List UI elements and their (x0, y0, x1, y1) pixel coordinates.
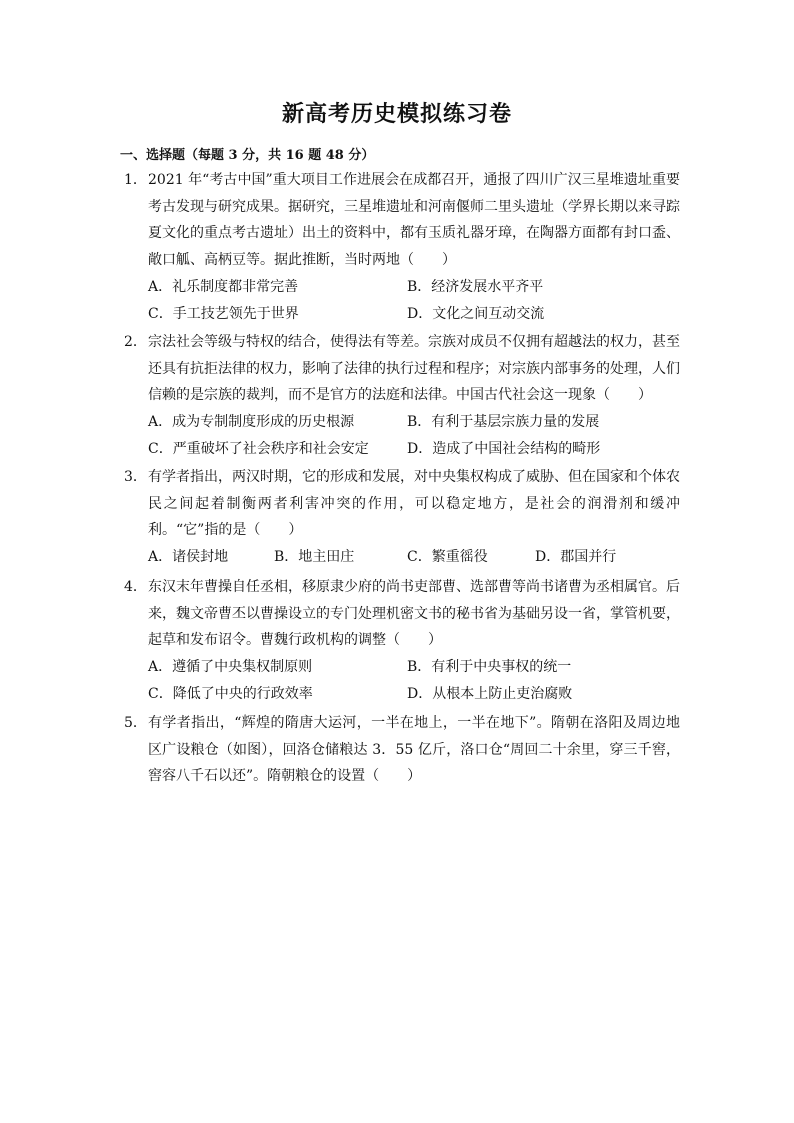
option-list (148, 654, 680, 707)
option-a: A．礼乐制度都非常完善 (148, 278, 299, 295)
question-number: 5． (124, 715, 147, 731)
option-c: C．严重破坏了社会秩序和社会安定 (148, 440, 369, 457)
option-d: D．造成了中国社会结构的畸形 (407, 440, 601, 457)
option-b: B．经济发展水平齐平 (407, 278, 544, 295)
option-a: A．遵循了中央集权制原则 (148, 659, 313, 676)
option-b: B．地主田庄 (274, 549, 355, 566)
question-number: 1． (124, 172, 147, 188)
question-2 (120, 329, 680, 462)
question-5 (120, 710, 680, 790)
question-1 (120, 167, 680, 327)
question-stem: 宗法社会等级与特权的结合，使得法有等差。宗族对成员不仅拥有超越法的权力，甚至还具有抗拒法律的权力，影响了法律的执行过程和程序；对宗族内部事务的处理，人们信赖的是宗族的裁判，而不是官方的法庭和法律。中国古代社会这一现象（ ） (148, 334, 680, 404)
option-c: C．手工技艺领先于世界 (148, 305, 299, 322)
option-d: D．从根本上防止吏治腐败 (407, 685, 573, 702)
option-d: D．文化之间互动交流 (407, 305, 545, 322)
question-3 (120, 464, 680, 571)
option-list (148, 544, 680, 571)
option-c: C．降低了中央的行政效率 (148, 685, 313, 702)
option-b: B．有利于基层宗族力量的发展 (407, 414, 600, 431)
question-stem: 东汉末年曹操自任丞相，移原隶少府的尚书吏部曹、选部曹等尚书诸曹为丞相属官。后来，魏文帝曹丕以曹操设立的专门处理机密文书的秘书省为基础另设一省，掌管机要，起草和发布诏令。曹魏行政机构的调整（ ） (148, 579, 680, 649)
question-stem: 有学者指出，“辉煌的隋唐大运河，一半在地上，一半在地下”。隋朝在洛阳及周边地区广设粮仓（如图），回洛仓储粮达 3．55 亿斤，洛口仓“周回二十余里，穿三千窖，窖容八千石以还”。隋朝粮仓的设置（ ） (148, 715, 680, 785)
question-stem: 2021 年“考古中国”重大项目工作进展会在成都召开，通报了四川广汉三星堆遗址重要考古发现与研究成果。据研究，三星堆遗址和河南偃师二里头遗址（学界长期以来寻踪夏文化的重点考古遗址）出土的资料中，都有玉质礼器牙璋，在陶器方面都有封口盉、敞口觚、高柄豆等。据此推断，当时两地（ ） (148, 172, 680, 269)
question-4 (120, 574, 680, 707)
question-number: 4． (124, 579, 147, 595)
question-number: 2． (124, 334, 147, 350)
option-list (148, 274, 680, 327)
section-heading: 一、选择题（每题 3 分，共 16 题 48 分） (120, 148, 375, 163)
option-list (148, 409, 680, 462)
page-title: 新高考历史模拟练习卷 (281, 101, 512, 127)
option-a: A．成为专制制度形成的历史根源 (148, 414, 355, 431)
question-stem: 有学者指出，两汉时期，它的形成和发展，对中央集权构成了威胁、但在国家和个体农民之间起着制衡两者利害冲突的作用，可以稳定地方，是社会的润滑剂和缓冲利。“它”指的是（ ） (148, 469, 680, 539)
option-c: C．繁重徭役 (407, 549, 488, 566)
option-a: A．诸侯封地 (148, 549, 229, 566)
option-b: B．有利于中央事权的统一 (407, 659, 572, 676)
option-d: D．郡国并行 (535, 549, 617, 566)
question-number: 3． (124, 469, 147, 485)
